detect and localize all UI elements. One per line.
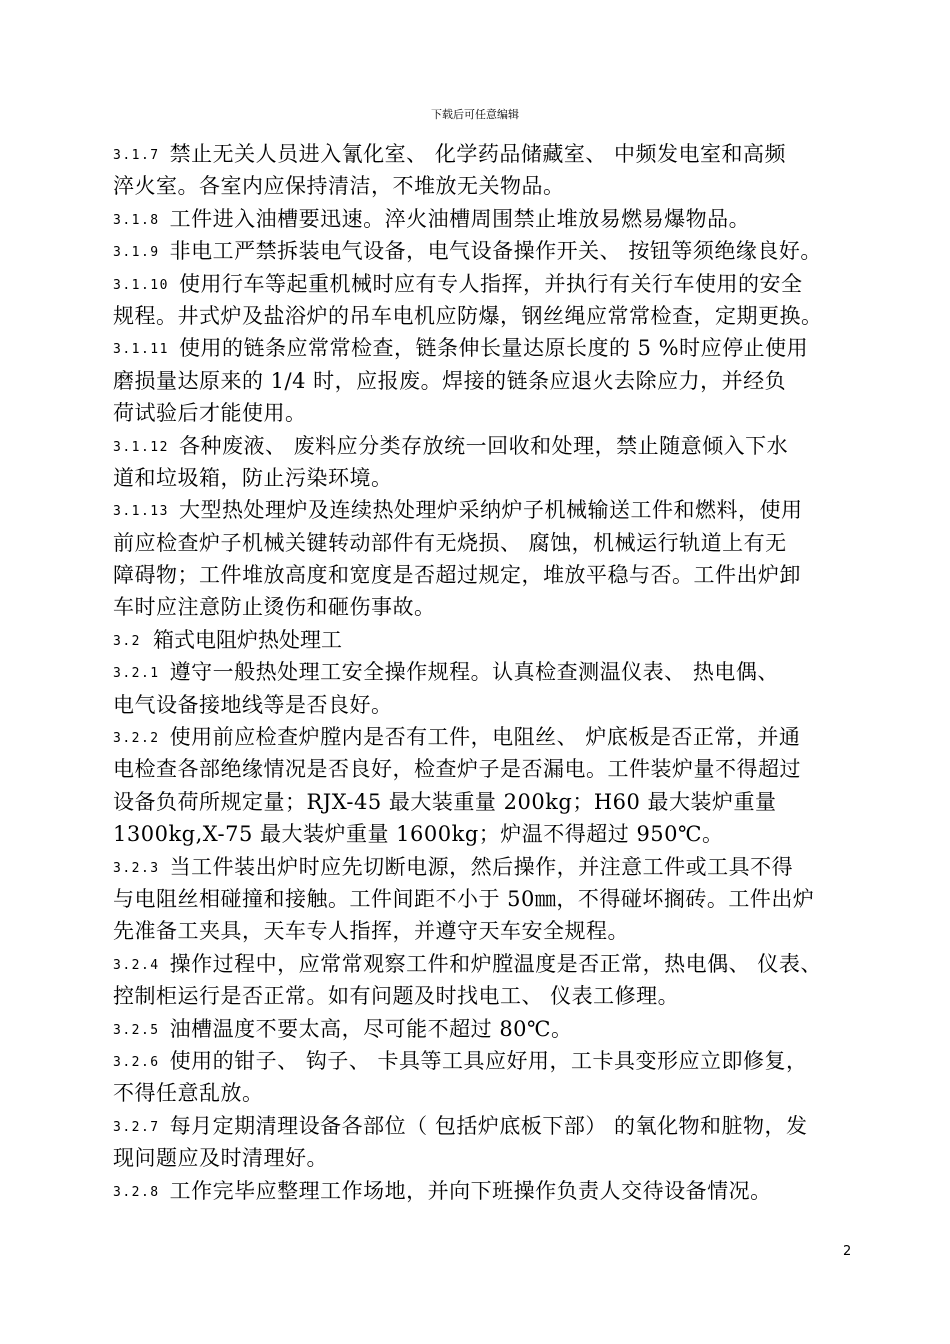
clause-text: 控制柜运行是否正常。如有问题及时找电工、 仪表工修理。 (113, 984, 680, 1009)
clause-number: 3.1.7 (113, 148, 160, 163)
clause-text: 磨损量达原来的 1/4 时，应报废。焊接的链条应退火去除应力，并经负 (113, 368, 787, 393)
clause-3-1-7 (113, 138, 873, 203)
clause-text: 电检查各部绝缘情况是否良好，检查炉子是否漏电。工件装炉量不得超过 (113, 757, 801, 782)
clause-3-1-12 (113, 430, 873, 495)
clause-number: 3.2.7 (113, 1119, 160, 1135)
clause-text: 与电阻丝相碰撞和接触。工件间距不小于 50㎜，不得碰坏搁砖。工件出炉 (113, 886, 815, 911)
clause-number: 3.2.1 (113, 666, 160, 682)
clause-text: 不得任意乱放。 (113, 1081, 264, 1106)
clause-3-1-13 (113, 494, 873, 624)
section-heading-3-2 (113, 624, 873, 656)
clause-3-1-8 (113, 203, 873, 235)
clause-text: 前应检查炉子机械关键转动部件有无烧损、 腐蚀，机械运行轨道上有无 (113, 530, 787, 555)
clause-text: 障碍物；工件堆放高度和宽度是否超过规定，堆放平稳与否。工件出炉卸 (113, 563, 801, 588)
clause-text: 使用的链条应常常检查，链条伸长量达原长度的 5 %时应停止使用 (178, 336, 809, 361)
clause-3-2-8 (113, 1175, 873, 1207)
section-title: 箱式电阻炉热处理工 (152, 627, 342, 652)
clause-number: 3.1.9 (113, 245, 160, 261)
clause-text: 荷试验后才能使用。 (113, 401, 307, 426)
clause-3-2-4 (113, 948, 873, 1013)
clause-3-2-5 (113, 1013, 873, 1045)
clause-text: 规程。井式炉及盐浴炉的吊车电机应防爆，钢丝绳应常常检查，定期更换。 (113, 303, 823, 328)
clause-text: 淬火室。各室内应保持清洁，不堆放无关物品。 (113, 174, 565, 199)
clause-number: 3.1.10 (113, 277, 169, 293)
clause-text: 工件进入油槽要迅速。淬火油槽周围禁止堆放易燃易爆物品。 (169, 206, 751, 231)
clause-text: 当工件装出炉时应先切断电源，然后操作，并注意工件或工具不得 (169, 854, 794, 879)
clause-number: 3.1.8 (113, 212, 160, 228)
clause-number: 3.2.2 (113, 731, 160, 747)
clause-number: 3.2.4 (113, 957, 160, 973)
clause-3-1-10 (113, 268, 873, 333)
clause-number: 3.2.5 (113, 1022, 160, 1038)
clause-text: 禁止无关人员进入氰化室、 化学药品储藏室、 中频发电室和高频 (169, 142, 786, 166)
clause-text: 使用行车等起重机械时应有专人指挥，并执行有关行车使用的安全 (178, 271, 803, 296)
clause-number: 3.1.13 (113, 504, 169, 520)
clause-text: 先准备工夹具，天车专人指挥，并遵守天车安全规程。 (113, 919, 629, 944)
clause-text: 大型热处理炉及连续热处理炉采纳炉子机械输送工件和燃料，使用 (178, 498, 803, 523)
page-number: 2 (843, 1244, 852, 1259)
clause-text: 1300kg,X-75 最大装炉重量 1600kg；炉温不得超过 950℃。 (113, 822, 724, 847)
clause-text: 使用的钳子、 钩子、 卡具等工具应好用，工卡具变形应立即修复， (169, 1048, 808, 1073)
document-body (113, 138, 873, 1207)
clause-3-2-2 (113, 721, 873, 851)
clause-text: 使用前应检查炉膛内是否有工件，电阻丝、 炉底板是否正常，并通 (169, 725, 801, 750)
clause-text: 遵守一般热处理工安全操作规程。认真检查测温仪表、 热电偶、 (169, 660, 779, 685)
page-header: 下载后可任意编辑 (431, 108, 519, 121)
clause-number: 3.1.12 (113, 439, 169, 455)
section-number: 3.2 (113, 633, 141, 649)
clause-text: 道和垃圾箱，防止污染环境。 (113, 465, 393, 490)
clause-number: 3.2.8 (113, 1184, 160, 1200)
clause-3-1-11 (113, 332, 873, 429)
clause-3-1-9 (113, 235, 873, 267)
clause-number: 3.2.6 (113, 1054, 160, 1070)
clause-number: 3.2.3 (113, 860, 160, 876)
clause-text: 各种废液、 废料应分类存放统一回收和处理，禁止随意倾入下水 (178, 433, 789, 458)
clause-3-2-7 (113, 1110, 873, 1175)
clause-text: 车时应注意防止烫伤和砸伤事故。 (113, 595, 436, 620)
clause-text: 油槽温度不要太高，尽可能不超过 80℃。 (169, 1016, 573, 1041)
clause-3-2-6 (113, 1045, 873, 1110)
clause-text: 每月定期清理设备各部位（ 包括炉底板下部） 的氧化物和脏物，发 (169, 1113, 808, 1138)
clause-text: 电气设备接地线等是否良好。 (113, 692, 393, 717)
clause-text: 现问题应及时清理好。 (113, 1146, 328, 1171)
clause-text: 非电工严禁拆装电气设备，电气设备操作开关、 按钮等须绝缘良好。 (169, 239, 822, 264)
clause-3-2-1 (113, 656, 873, 721)
clause-number: 3.1.11 (113, 342, 169, 358)
clause-text: 工作完毕应整理工作场地，并向下班操作负责人交待设备情况。 (169, 1178, 772, 1203)
clause-text: 设备负荷所规定量；RJX-45 最大装重量 200kg；H60 最大装炉重量 (113, 789, 777, 814)
clause-text: 操作过程中，应常常观察工件和炉膛温度是否正常，热电偶、 仪表、 (169, 951, 822, 976)
clause-3-2-3 (113, 851, 873, 948)
